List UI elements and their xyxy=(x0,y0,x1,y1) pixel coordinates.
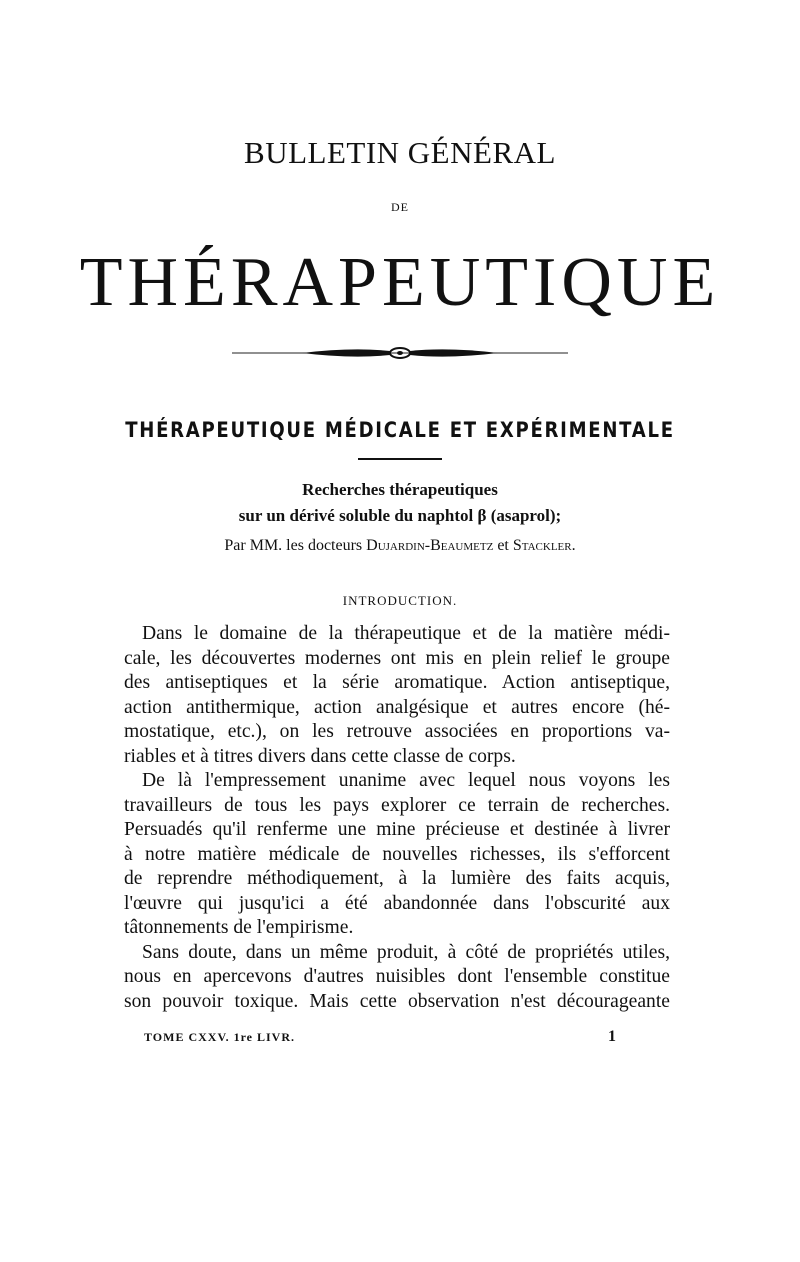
body-line: tâtonnements de l'empirisme. xyxy=(124,917,354,938)
author-name-1: Dujardin-Beaumetz xyxy=(366,537,494,554)
body-line: mostatique, etc.), on les retrouve associées en proportions va- xyxy=(124,721,670,742)
body-line: cale, les découvertes modernes ont mis en plein relief le groupe xyxy=(124,647,670,669)
byline-conjunction: et xyxy=(493,537,513,554)
body-line: des antiseptiques et la série aromatique. Action antiseptique, xyxy=(124,672,670,693)
page-footer xyxy=(124,1030,670,1050)
byline-prefix: Par MM. les docteurs xyxy=(224,537,367,554)
body-line: nous en apercevons d'autres nuisibles dont l'ensemble constitue xyxy=(124,966,670,987)
body-text xyxy=(124,622,670,1014)
body-line: De là l'empressement unanime avec lequel nous voyons les xyxy=(142,770,670,791)
journal-title-line2: DE xyxy=(391,200,409,214)
article-title-line1: Recherches thérapeutiques xyxy=(302,480,498,499)
journal-title-main: THÉRAPEUTIQUE xyxy=(79,244,721,321)
body-line: à notre matière médicale de nouvelles richesses, ils s'efforcent xyxy=(124,843,670,865)
body-line: de reprendre méthodiquement, à la lumière des faits acquis, xyxy=(124,868,670,889)
body-line: travailleurs de tous les pays explorer ce terrain de recherches. xyxy=(124,794,670,816)
body-line: Sans doute, dans un même produit, à côté de propriétés utiles, xyxy=(142,941,670,963)
body-line: l'œuvre qui jusqu'ici a été abandonnée dans l'obscurité aux xyxy=(124,892,670,914)
author-name-2: Stackler. xyxy=(512,537,576,554)
body-line: son pouvoir toxique. Mais cette observation n'est décourageante xyxy=(124,990,670,1012)
page-number: 1 xyxy=(608,1028,616,1045)
journal-title-line1: BULLETIN GÉNÉRAL xyxy=(244,135,556,170)
section-heading: THÉRAPEUTIQUE MÉDICALE ET EXPÉRIMENTALE xyxy=(125,418,675,442)
body-line: action antithermique, action analgésique et autres encore (hé- xyxy=(124,696,670,718)
body-line: Dans le domaine de la thérapeutique et de la matière médi- xyxy=(142,623,670,644)
introduction-heading: INTRODUCTION. xyxy=(342,593,458,608)
article-title-line2: sur un dérivé soluble du naphtol β (asaprol); xyxy=(238,506,562,525)
article-byline xyxy=(0,537,800,555)
ornamental-rule-icon xyxy=(232,343,568,363)
body-line: riables et à titres divers dans cette classe de corps. xyxy=(124,745,516,767)
section-divider xyxy=(358,458,442,460)
body-line: Persuadés qu'il renferme une mine précieuse et destinée à livrer xyxy=(124,819,670,840)
volume-signature: TOME CXXV. 1re LIVR. xyxy=(144,1030,296,1044)
